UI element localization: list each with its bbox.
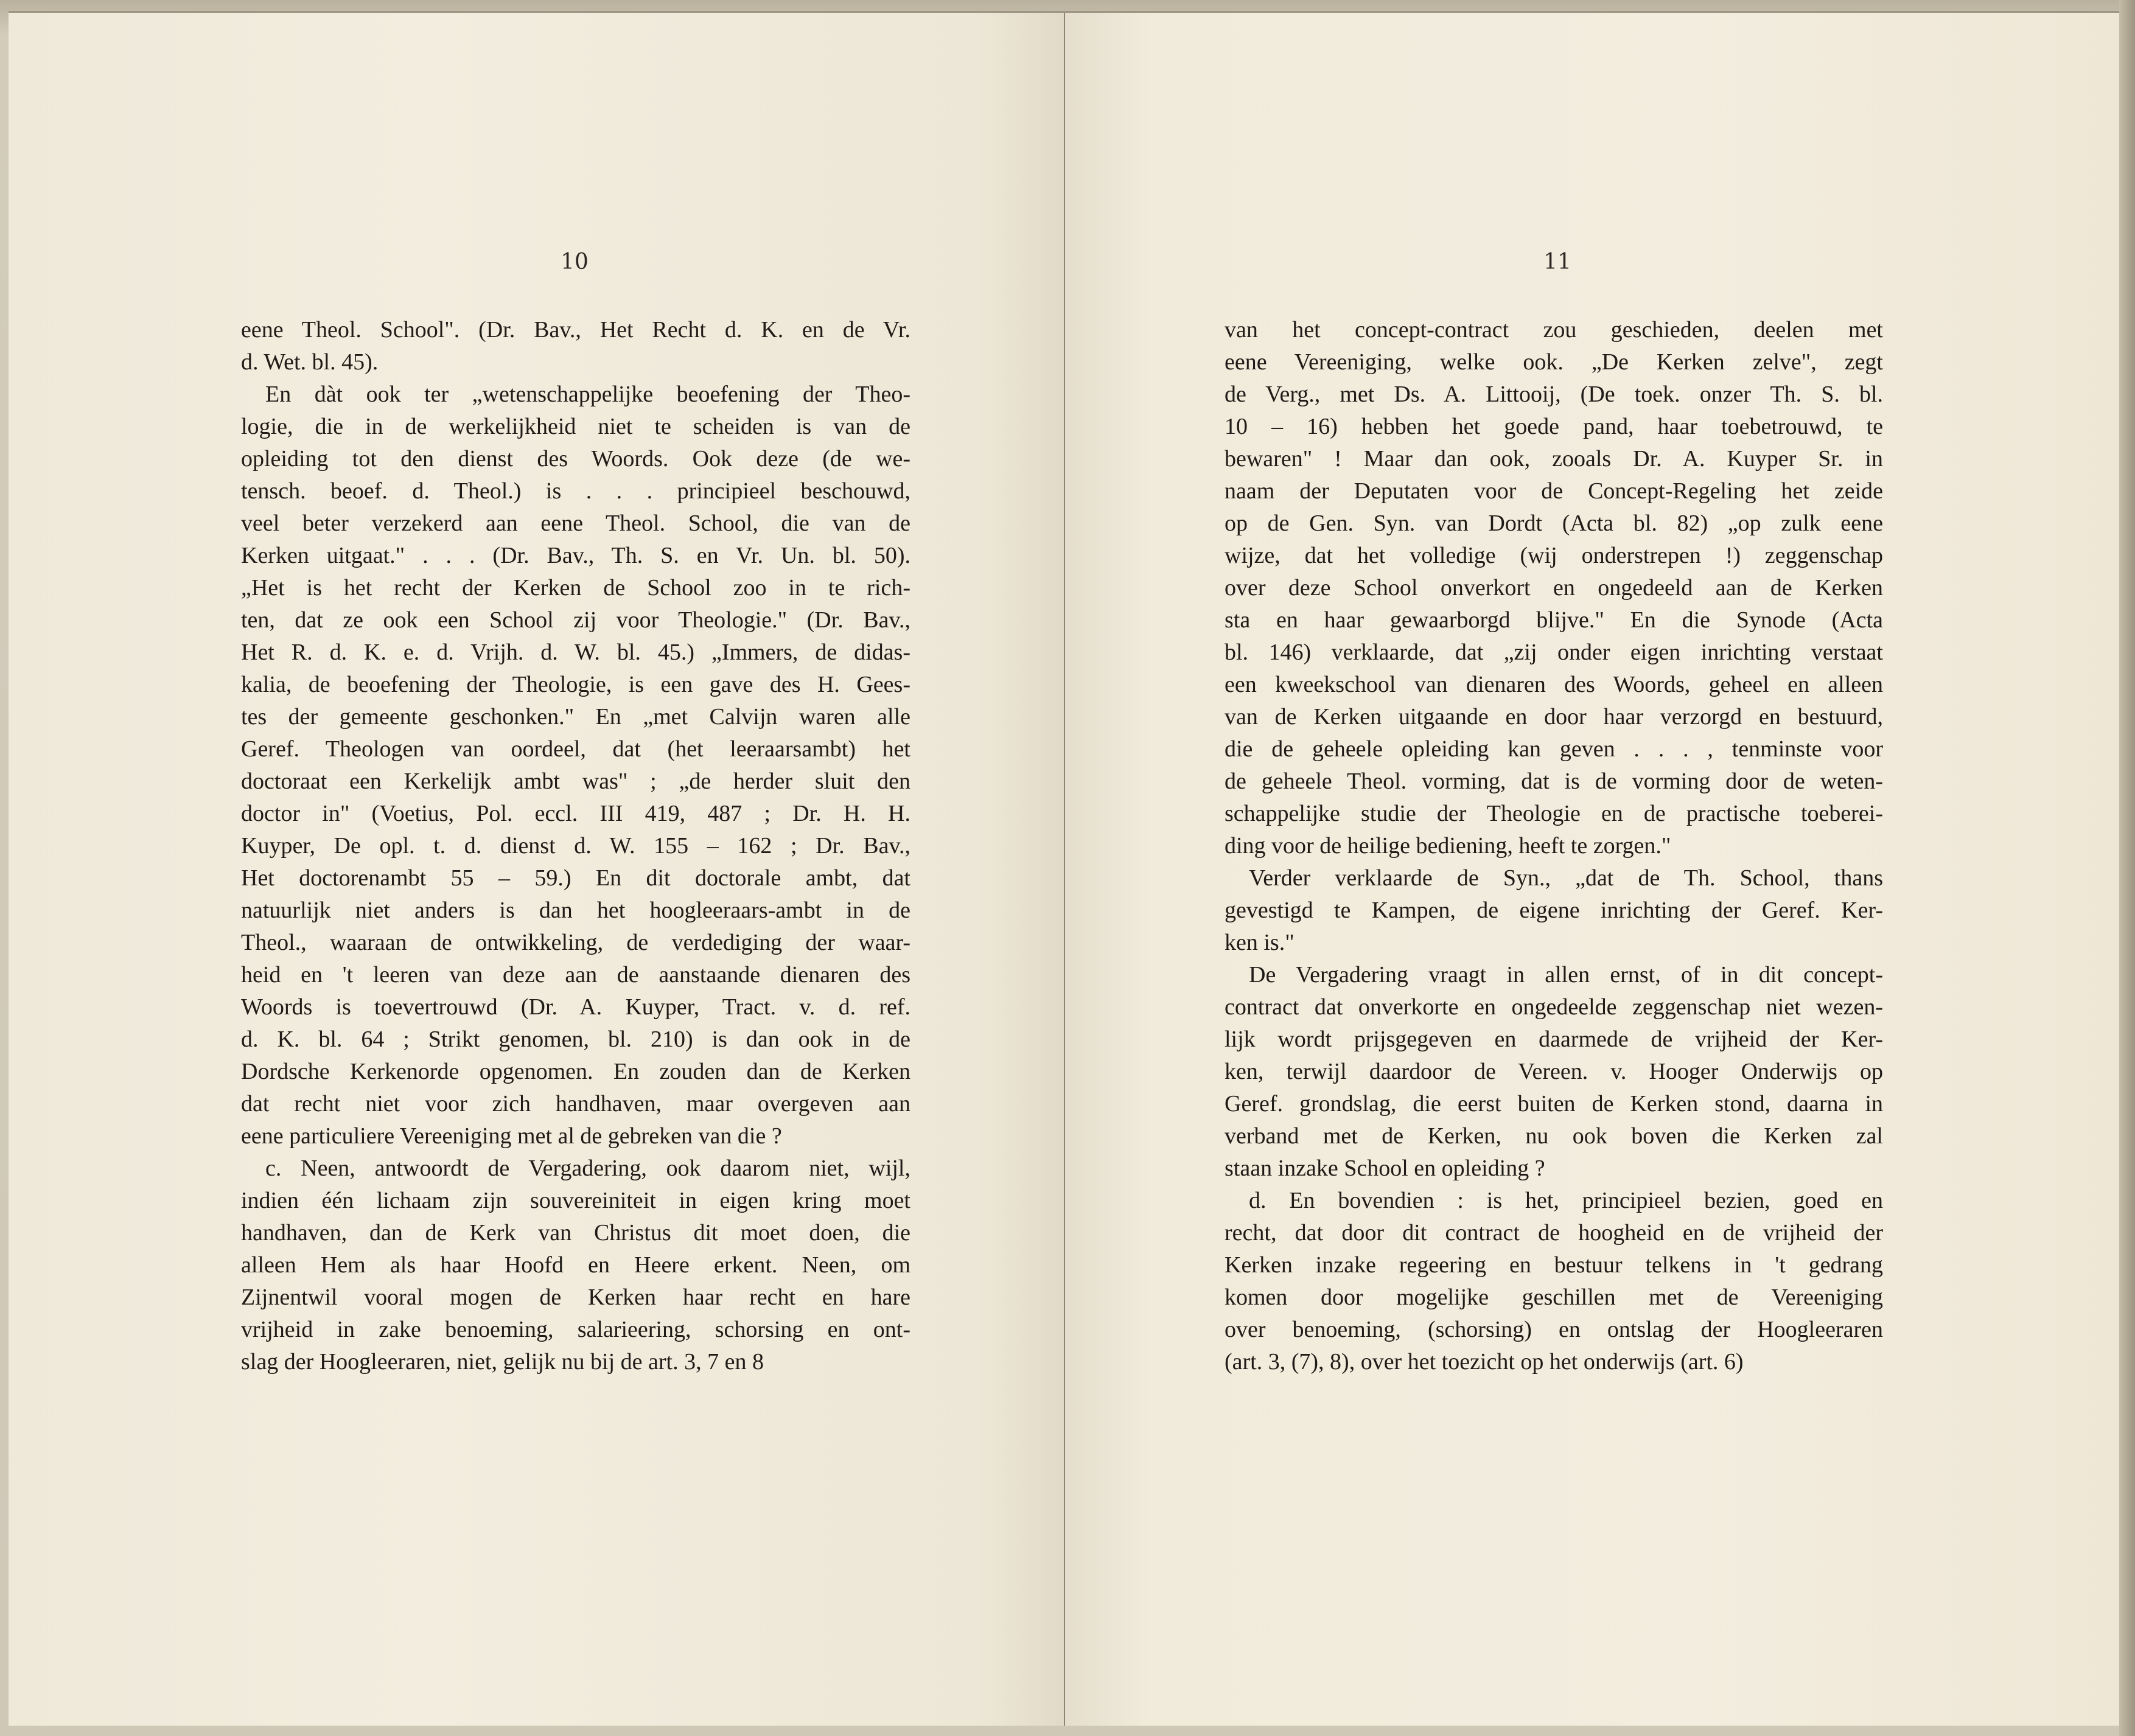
text-line: op de Gen. Syn. van Dordt (Acta bl. 82) „op zulk eene [1225,511,1883,536]
text-line: opleiding tot den dienst des Woords. Ook deze (de we- [241,446,910,472]
text-line: de geheele Theol. vorming, dat is de vorming door de weten- [1225,769,1883,794]
left-page-number: 10 [561,249,589,274]
text-line: bl. 146) verklaarde, dat „zij onder eigen inrichting verstaat [1225,640,1883,665]
text-line: Het doctorenambt 55 – 59.) En dit doctorale ambt, dat [241,865,910,891]
text-line: Kuyper, De opl. t. d. dienst d. W. 155 – 162 ; Dr. Bav., [241,833,910,859]
text-line: doctor in" (Voetius, Pol. eccl. III 419, 487 ; Dr. H. H. [241,801,910,826]
text-line: slag der Hoogleeraren, niet, gelijk nu bij de art. 3, 7 en 8 [241,1349,764,1375]
text-line: Geref. grondslag, die eerst buiten de Kerken stond, daarna in [1225,1091,1883,1117]
text-line: veel beter verzekerd aan eene Theol. School, die van de [241,511,910,536]
text-line: c. Neen, antwoordt de Vergadering, ook daarom niet, wijl, [265,1156,910,1181]
text-line: logie, die in de werkelijkheid niet te scheiden is van de [241,414,910,439]
text-line: sta en haar gewaarborgd blijve." En die Synode (Acta [1225,607,1883,633]
text-line: over deze School onverkort en ongedeeld aan de Kerken [1225,575,1883,601]
text-line: eene particuliere Vereeniging met al de gebreken van die ? [241,1123,782,1149]
text-line: Woords is toevertrouwd (Dr. A. Kuyper, Tract. v. d. ref. [241,994,910,1020]
text-line: indien één lichaam zijn souvereiniteit in eigen kring moet [241,1188,910,1213]
text-line: contract dat onverkorte en ongedeelde zeggenschap niet wezen- [1225,994,1883,1020]
text-line: ding voor de heilige bediening, heeft te zorgen." [1225,833,1671,859]
text-line: tensch. beoef. d. Theol.) is . . . principieel beschouwd, [241,478,910,504]
text-line: handhaven, dan de Kerk van Christus dit moet doen, die [241,1220,910,1246]
text-line: de Verg., met Ds. A. Littooij, (De toek. onzer Th. S. bl. [1225,382,1883,407]
text-line: kalia, de beoefening der Theologie, is een gave des H. Gees- [241,672,910,697]
text-line: Dordsche Kerkenorde opgenomen. En zouden dan de Kerken [241,1059,910,1084]
text-line: Geref. Theologen van oordeel, dat (het leeraarsambt) het [241,736,910,762]
text-line: natuurlijk niet anders is dan het hoogleeraars-ambt in de [241,898,910,923]
text-line: schappelijke studie der Theologie en de practische toeberei- [1225,801,1883,826]
text-line: komen door mogelijke geschillen met de Vereeniging [1225,1285,1883,1310]
text-line: een kweekschool van dienaren des Woords, geheel en alleen [1225,672,1883,697]
page-edge [2119,0,2135,1736]
text-line: die de geheele opleiding kan geven . . . , tenminste voor [1225,736,1883,762]
text-line: En dàt ook ter „wetenschappelijke beoefening der Theo- [265,382,910,407]
text-line: d. K. bl. 64 ; Strikt genomen, bl. 210) is dan ook in de [241,1027,910,1052]
text-line: ten, dat ze ook een School zij voor Theologie." (Dr. Bav., [241,607,910,633]
text-line: tes der gemeente geschonken." En „met Calvijn waren alle [241,704,910,730]
text-line: van de Kerken uitgaande en door haar verzorgd en bestuurd, [1225,704,1883,730]
text-line: Theol., waaraan de ontwikkeling, de verdediging der waar- [241,930,910,955]
text-line: Verder verklaarde de Syn., „dat de Th. School, thans [1249,865,1883,891]
right-page-text [1225,314,1883,1378]
text-line: eene Vereeniging, welke ook. „De Kerken zelve", zegt [1225,349,1883,375]
text-line: „Het is het recht der Kerken de School zoo in te rich- [241,575,910,601]
text-line: lijk wordt prijsgegeven en daarmede de vrijheid der Ker- [1225,1027,1883,1052]
text-line: naam der Deputaten voor de Concept-Regeling het zeide [1225,478,1883,504]
text-line: d. Wet. bl. 45). [241,349,379,375]
right-page-number: 11 [1543,249,1571,274]
text-line: 10 – 16) hebben het goede pand, haar toebetrouwd, te [1225,414,1883,439]
left-page-text [241,314,910,1378]
text-line: recht, dat door dit contract de hoogheid en de vrijheid der [1225,1220,1883,1246]
text-line: ken, terwijl daardoor de Vereen. v. Hooger Onderwijs op [1225,1059,1883,1084]
text-line: heid en 't leeren van deze aan de aanstaande dienaren des [241,962,910,988]
text-line: Kerken inzake regeering en bestuur telkens in 't gedrang [1225,1252,1883,1278]
text-line: Zijnentwil vooral mogen de Kerken haar recht en hare [241,1285,910,1310]
text-line: d. En bovendien : is het, principieel bezien, goed en [1249,1188,1883,1213]
text-line: staan inzake School en opleiding ? [1225,1156,1545,1181]
text-line: (art. 3, (7), 8), over het toezicht op het onderwijs (art. 6) [1225,1349,1744,1375]
text-line: eene Theol. School". (Dr. Bav., Het Recht d. K. en de Vr. [241,317,910,343]
text-line: doctoraat een Kerkelijk ambt was" ; „de herder sluit den [241,769,910,794]
text-line: dat recht niet voor zich handhaven, maar overgeven aan [241,1091,910,1117]
text-line: Kerken uitgaat." . . . (Dr. Bav., Th. S. en Vr. Un. bl. 50). [241,543,910,568]
text-line: vrijheid in zake benoeming, salarieering, schorsing en ont- [241,1317,910,1342]
text-line: ken is." [1225,930,1295,955]
text-line: gevestigd te Kampen, de eigene inrichting der Geref. Ker- [1225,898,1883,923]
text-line: bewaren" ! Maar dan ook, zooals Dr. A. Kuyper Sr. in [1225,446,1883,472]
text-line: Het R. d. K. e. d. Vrijh. d. W. bl. 45.) „Immers, de didas- [241,640,910,665]
text-line: alleen Hem als haar Hoofd en Heere erkent. Neen, om [241,1252,910,1278]
text-line: over benoeming, (schorsing) en ontslag der Hoogleeraren [1225,1317,1883,1342]
text-line: verband met de Kerken, nu ook boven die Kerken zal [1225,1123,1883,1149]
text-line: wijze, dat het volledige (wij onderstrepen !) zeggenschap [1225,543,1883,568]
text-line: van het concept-contract zou geschieden, deelen met [1225,317,1883,343]
text-line: De Vergadering vraagt in allen ernst, of in dit concept- [1249,962,1883,988]
